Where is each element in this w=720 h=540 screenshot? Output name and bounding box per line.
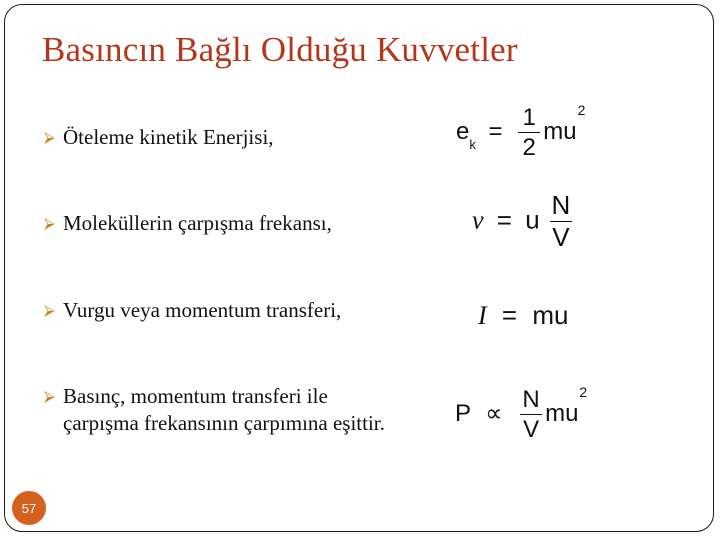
eq-proportional: ∝	[485, 400, 503, 427]
eq-equals: =	[488, 118, 503, 145]
slide-title: Basıncın Bağlı Olduğu Kuvvetler	[42, 30, 518, 69]
eq-rhs: mu	[532, 300, 569, 330]
bullet-text-line2: çarpışma frekansının çarpımına eşittir.	[63, 411, 385, 435]
eq-prefactor: u	[525, 204, 540, 235]
bullet-icon: ⮚	[44, 130, 55, 146]
eq-lhs: P	[455, 400, 471, 427]
eq-rhs: mu	[543, 118, 577, 145]
page-number-badge: 57	[12, 491, 46, 525]
eq-subscript: k	[469, 137, 476, 152]
fraction-bar	[518, 132, 540, 133]
eq-numerator: N	[522, 385, 540, 413]
eq-lhs: v	[472, 205, 484, 235]
bullet-text: Vurgu veya momentum transferi,	[63, 298, 342, 322]
eq-exponent: 2	[577, 102, 586, 118]
equation-pressure	[455, 384, 587, 442]
bullet-collision-frequency	[44, 210, 332, 237]
bullet-text: Öteleme kinetik Enerjisi,	[63, 125, 274, 149]
eq-denominator: 2	[522, 134, 536, 162]
bullet-icon: ⮚	[44, 389, 55, 405]
eq-equals: =	[501, 300, 518, 330]
eq-denominator: V	[523, 416, 540, 444]
eq-lhs: e	[456, 118, 470, 145]
eq-denominator: V	[552, 222, 570, 253]
bullet-kinetic-energy	[44, 124, 274, 151]
fraction-bar	[520, 414, 542, 415]
equation-collision-frequency	[472, 192, 575, 252]
bullet-momentum-transfer	[44, 297, 341, 324]
bullet-icon: ⮚	[44, 303, 55, 319]
equation-kinetic-energy	[456, 102, 585, 160]
eq-lhs: I	[478, 301, 487, 330]
equation-momentum	[478, 300, 568, 331]
eq-numerator: N	[551, 190, 571, 220]
eq-fraction	[520, 387, 542, 442]
bullet-text-line1: Basınç, momentum transferi ile	[63, 384, 328, 408]
bullet-pressure	[44, 383, 444, 436]
eq-equals: =	[496, 204, 512, 235]
bullet-icon: ⮚	[44, 216, 55, 232]
slide-frame	[4, 4, 714, 532]
eq-fraction	[550, 192, 572, 252]
eq-rhs: mu	[545, 400, 579, 427]
eq-fraction	[518, 105, 540, 160]
bullet-text: Moleküllerin çarpışma frekansı,	[63, 211, 332, 235]
eq-numerator: 1	[522, 103, 536, 131]
eq-exponent: 2	[579, 384, 588, 400]
